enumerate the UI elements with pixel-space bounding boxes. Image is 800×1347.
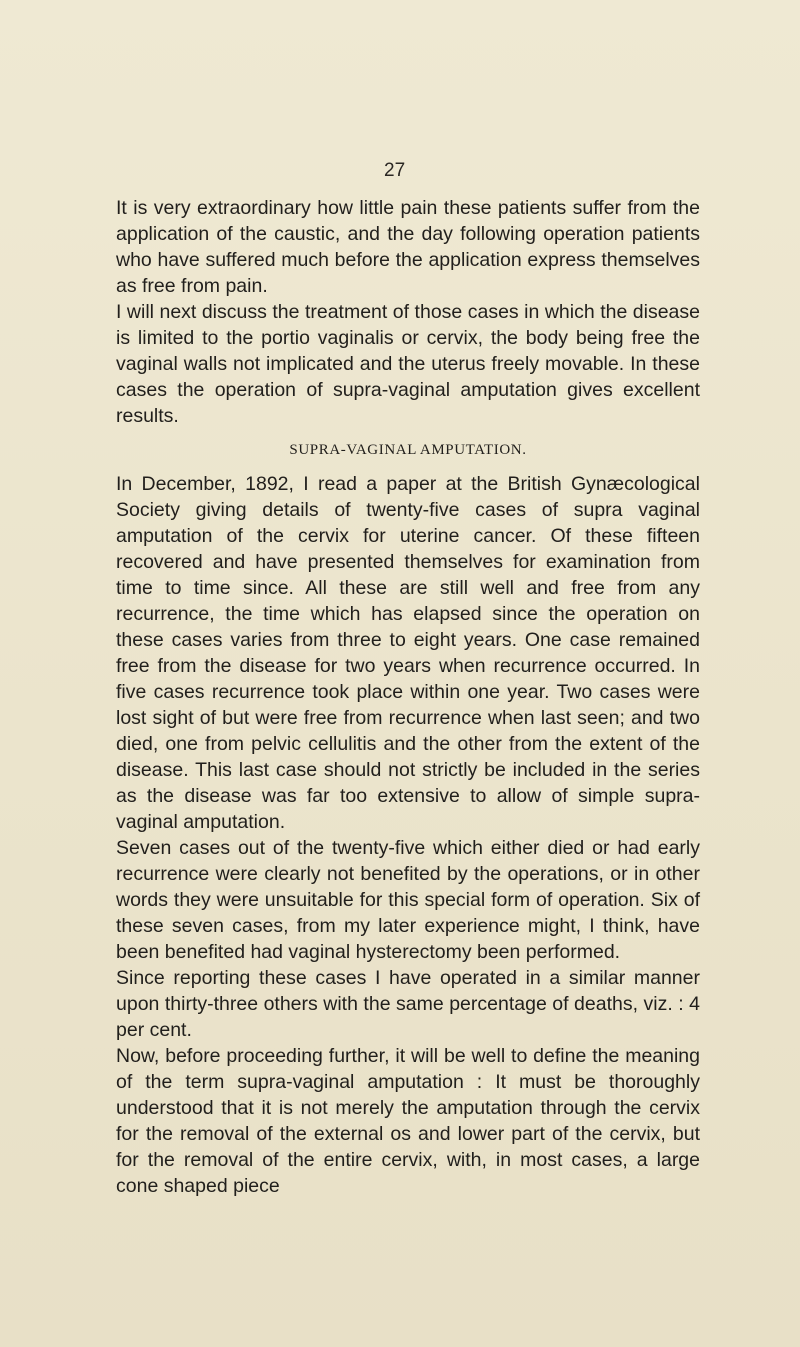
paragraph-6: Now, before proceeding further, it will be well to define the meaning of the term supra-vaginal amputation : It must be thoroughly understood that it is not merely the amputation through the cervix for the removal of the external os and lower part of the cervix, but for the removal of the entire cervix, with, in most cases, a large cone shaped piece — [116, 1045, 700, 1197]
page-number: 27 — [384, 160, 406, 181]
body-text — [116, 195, 700, 1199]
paragraph-3: In December, 1892, I read a paper at the British Gynæcological Society giving details of twenty-five cases of supra vaginal amputation of the cervix for uterine cancer. Of these fifteen recovered and have presented themselves for examination from time to time since. All these are still well and free from any recurrence, the time which has elapsed since the operation on these cases varies from three to eight years. One case remained free from the disease for two years when recurrence occurred. In five cases recurrence took place within one year. Two cases were lost sight of but were free from recurrence when last seen; and two died, one from pelvic cellulitis and the other from the extent of the disease. This last case should not strictly be included in the series as the disease was far too extensive to allow of simple supra-vaginal amputation. — [116, 473, 700, 833]
paragraph-2: I will next discuss the treatment of those cases in which the disease is limited to the portio vaginalis or cervix, the body being free the vaginal walls not implicated and the uterus freely movable. In these cases the operation of supra-vaginal amputation gives excellent results. — [116, 301, 700, 427]
paragraph-5: Since reporting these cases I have operated in a similar manner upon thirty-three others with the same percentage of deaths, viz. : 4 per cent. — [116, 967, 700, 1041]
paragraph-1: It is very extraordinary how little pain these patients suffer from the application of the caustic, and the day following operation patients who have suffered much before the application express themselves as free from pain. — [116, 197, 700, 297]
section-heading: SUPRA-VAGINAL AMPUTATION. — [289, 442, 527, 458]
paragraph-4: Seven cases out of the twenty-five which either died or had early recurrence were clearly not benefited by the operations, or in other words they were unsuitable for this special form of operation. Six of these seven cases, from my later experience might, I think, have been benefited had vaginal hysterectomy been performed. — [116, 837, 700, 963]
